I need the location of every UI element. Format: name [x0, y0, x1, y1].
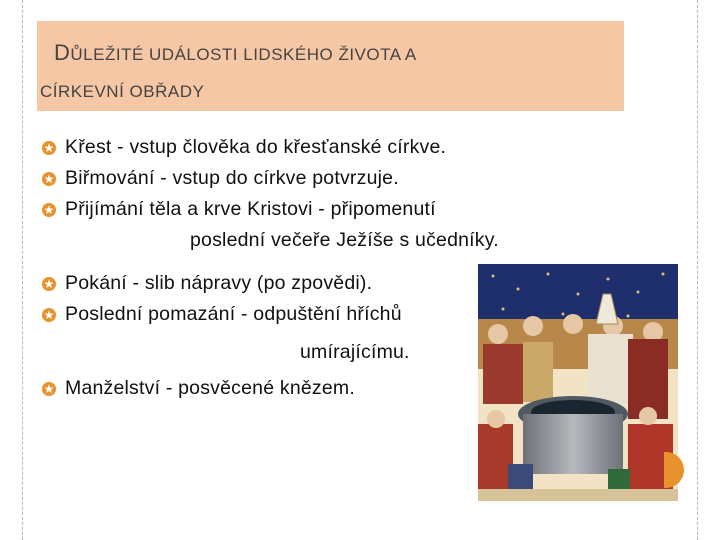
title-line-1-text: ŮLEŽITÉ UDÁLOSTI LIDSKÉHO ŽIVOTA A [70, 45, 417, 64]
slide-title-line-1 [54, 40, 417, 66]
star-circle-icon [42, 141, 56, 155]
frame-border-right [697, 0, 698, 540]
slide-title-line-2: CÍRKEVNÍ OBŘADY [40, 82, 205, 101]
list-item: Poslední pomazání - odpuštění hříchů [65, 303, 402, 325]
list-item-continuation: umírajícímu. [300, 341, 410, 363]
list-item: Manželství - posvěcené knězem. [65, 377, 355, 399]
list-item-continuation: poslední večeře Ježíše s učedníky. [190, 229, 499, 251]
list-item: Pokání - slib nápravy (po zpovědi). [65, 272, 373, 294]
list-item: Biřmování - vstup do církve potvrzuje. [65, 167, 399, 189]
list-item: Přijímání těla a krve Kristovi - připomenutí [65, 198, 436, 220]
star-circle-icon [42, 382, 56, 396]
title-initial: D [54, 40, 71, 65]
star-circle-icon [42, 277, 56, 291]
decorative-accent [664, 452, 684, 488]
frame-border-left [22, 0, 23, 540]
star-circle-icon [42, 308, 56, 322]
list-item: Křest - vstup člověka do křesťanské církve. [65, 136, 447, 158]
star-circle-icon [42, 172, 56, 186]
star-circle-icon [42, 203, 56, 217]
baptism-painting [478, 264, 678, 501]
